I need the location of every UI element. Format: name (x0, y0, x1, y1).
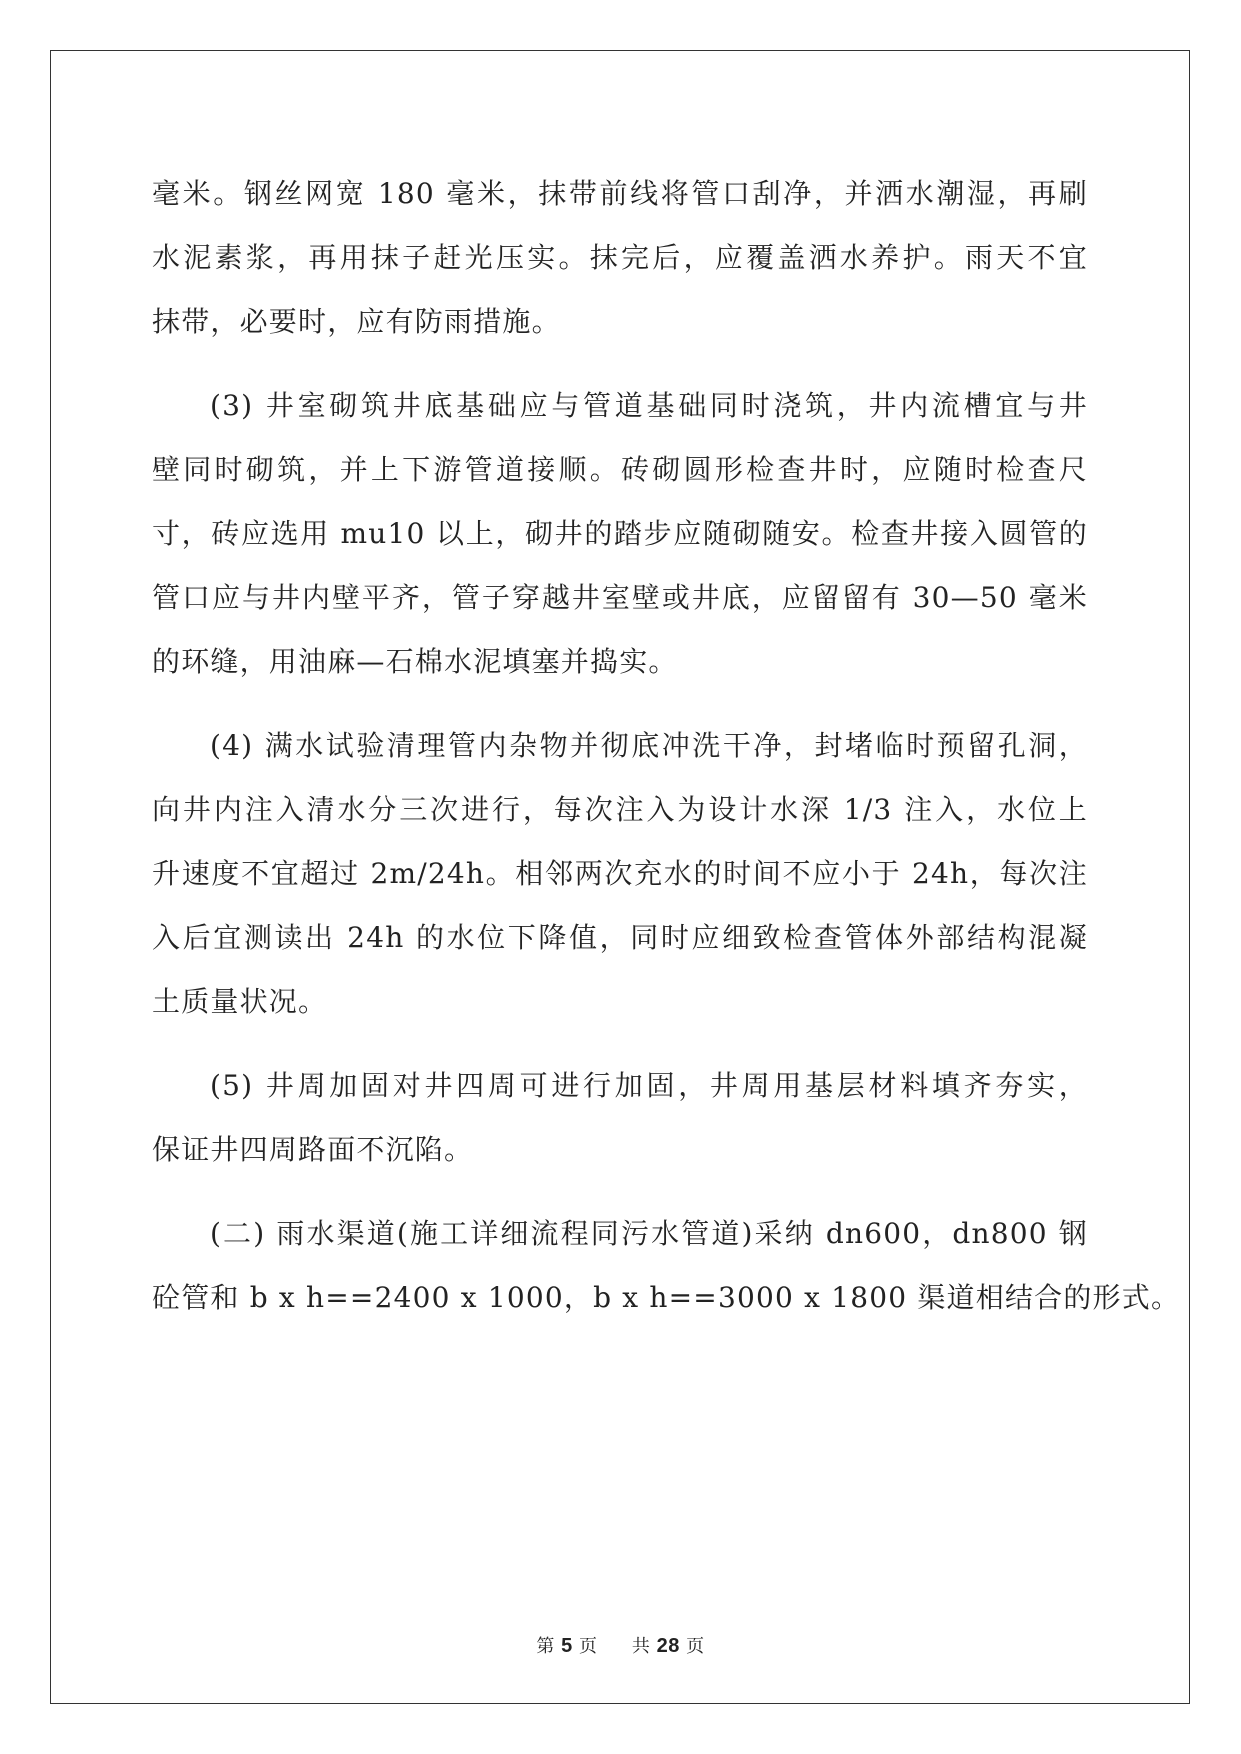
text-line: 管口应与井内壁平齐，管子穿越井室壁或井底，应留留有 30—50 毫米 (152, 581, 1088, 614)
text-line: 砼管和 b x h==2400 x 1000，b x h==3000 x 1800 渠道相结合的形式。 (152, 1281, 1181, 1314)
text-line: 寸，砖应选用 mu10 以上，砌井的踏步应随砌随安。检查井接入圆管的 (152, 517, 1088, 550)
paragraph (152, 162, 1088, 354)
text-line: 土质量状况。 (152, 985, 328, 1018)
text-line: (二) 雨水渠道(施工详细流程同污水管道)采纳 dn600，dn800 钢 (210, 1217, 1088, 1250)
page-prefix: 第 (536, 1636, 555, 1657)
text-line: (4) 满水试验清理管内杂物并彻底冲洗干净，封堵临时预留孔洞， (210, 729, 1088, 762)
text-line: 升速度不宜超过 2m/24h。相邻两次充水的时间不应小于 24h，每次注 (152, 857, 1088, 890)
total-pages: 28 (656, 1635, 680, 1657)
page-suffix: 页 (578, 1636, 598, 1657)
paragraph (152, 714, 1088, 1034)
text-line: 的环缝，用油麻—石棉水泥填塞并捣实。 (152, 645, 678, 678)
page-number: 5 (561, 1635, 573, 1657)
total-prefix: 共 (631, 1636, 651, 1657)
text-line: 入后宜测读出 24h 的水位下降值，同时应细致检查管体外部结构混凝 (152, 921, 1088, 954)
paragraph (152, 1202, 1181, 1330)
total-suffix: 页 (686, 1636, 705, 1657)
page-footer (0, 1632, 1241, 1658)
text-line: (3) 井室砌筑井底基础应与管道基础同时浇筑，井内流槽宜与井 (210, 389, 1088, 422)
text-line: 壁同时砌筑，并上下游管道接顺。砖砌圆形检查井时，应随时检查尺 (152, 453, 1088, 486)
paragraph (152, 1054, 1088, 1182)
text-line: 水泥素浆，再用抹子赶光压实。抹完后，应覆盖洒水养护。雨天不宜 (152, 241, 1088, 274)
text-line: 毫米。钢丝网宽 180 毫米，抹带前线将管口刮净，并洒水潮湿，再刷 (152, 177, 1088, 210)
paragraph (152, 374, 1088, 694)
text-line: 抹带，必要时，应有防雨措施。 (152, 305, 561, 338)
text-line: 向井内注入清水分三次进行，每次注入为设计水深 1/3 注入，水位上 (152, 793, 1088, 826)
document-body (152, 162, 1181, 1330)
text-line: (5) 井周加固对井四周可进行加固，井周用基层材料填齐夯实， (210, 1069, 1088, 1102)
text-line: 保证井四周路面不沉陷。 (152, 1133, 474, 1166)
